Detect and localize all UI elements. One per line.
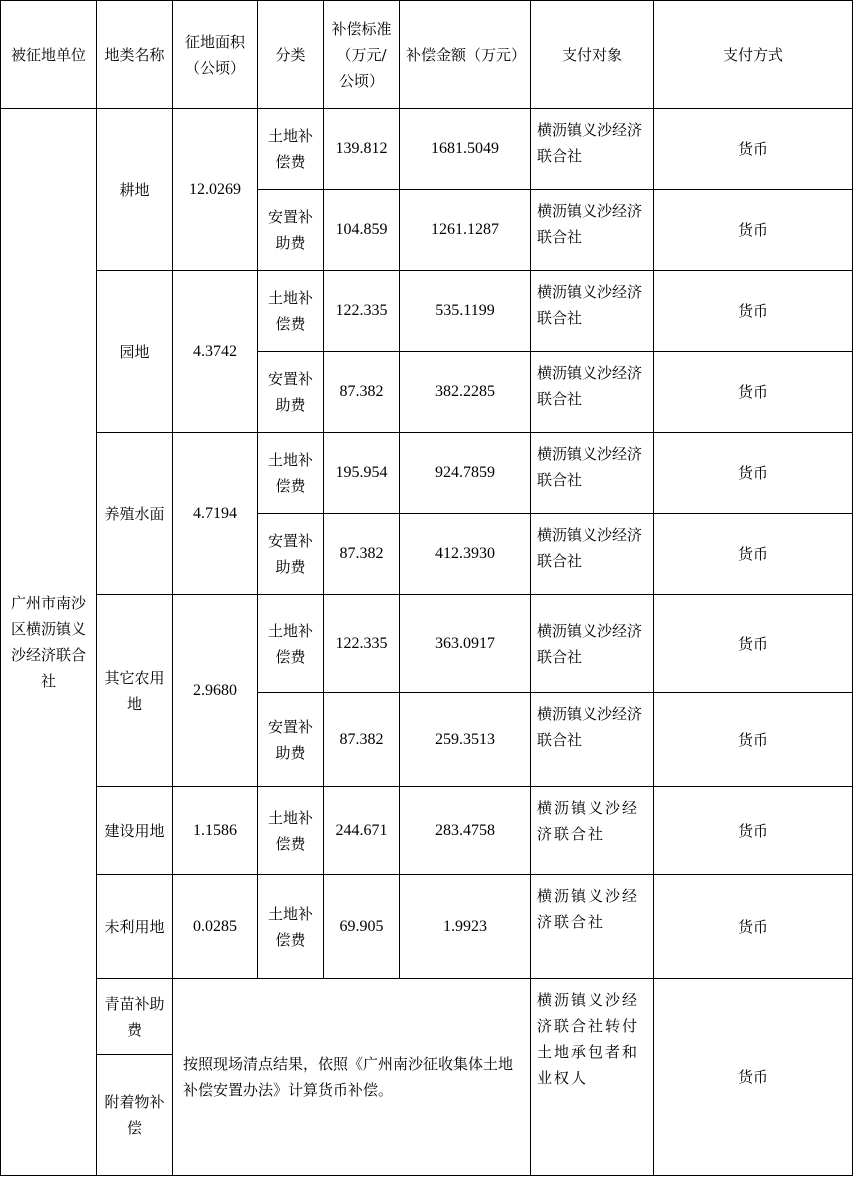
category-cell: 土地补偿费 [258,595,324,693]
payee-cell: 横沥镇义沙经济联合社转付土地承包者和业权人 [531,979,654,1176]
category-cell: 土地补偿费 [258,109,324,190]
standard-cell: 87.382 [324,693,400,787]
payee-cell: 横沥镇义沙经济联合社 [531,595,654,693]
amount-cell: 1681.5049 [400,109,531,190]
header-amount: 补偿金额（万元） [400,1,531,109]
method-cell: 货币 [654,514,853,595]
header-area: 征地面积（公顷） [173,1,258,109]
category-cell: 安置补助费 [258,693,324,787]
table-row [1,109,853,190]
table-row [1,433,853,514]
header-land-type: 地类名称 [97,1,173,109]
method-cell: 货币 [654,433,853,514]
method-cell: 货币 [654,109,853,190]
header-row [1,1,853,109]
land-type-cell: 建设用地 [97,787,173,875]
payee-cell: 横沥镇义沙经济联合社 [531,875,654,979]
payee-cell: 横沥镇义沙经济联合社 [531,433,654,514]
header-payee: 支付对象 [531,1,654,109]
seedling-label: 青苗补助费 [97,979,173,1055]
method-cell: 货币 [654,271,853,352]
standard-cell: 139.812 [324,109,400,190]
standard-cell: 122.335 [324,271,400,352]
area-cell: 4.7194 [173,433,258,595]
method-cell: 货币 [654,979,853,1176]
category-cell: 安置补助费 [258,352,324,433]
table-row [1,979,853,1055]
payee-cell: 横沥镇义沙经济联合社 [531,190,654,271]
payee-cell: 横沥镇义沙经济联合社 [531,514,654,595]
table-row [1,271,853,352]
unit-name-cell: 广州市南沙区横沥镇义沙经济联合社 [1,109,97,1176]
land-type-cell: 耕地 [97,109,173,271]
category-cell: 安置补助费 [258,190,324,271]
header-standard: 补偿标准（万元/公顷） [324,1,400,109]
compensation-note: 按照现场清点结果，依照《广州南沙征收集体土地补偿安置办法》计算货币补偿。 [173,979,531,1176]
land-type-cell: 园地 [97,271,173,433]
amount-cell: 382.2285 [400,352,531,433]
header-method: 支付方式 [654,1,853,109]
category-cell: 安置补助费 [258,514,324,595]
amount-cell: 283.4758 [400,787,531,875]
payee-cell: 横沥镇义沙经济联合社 [531,352,654,433]
payee-cell: 横沥镇义沙经济联合社 [531,109,654,190]
area-cell: 1.1586 [173,787,258,875]
land-type-cell: 养殖水面 [97,433,173,595]
method-cell: 货币 [654,875,853,979]
category-cell: 土地补偿费 [258,271,324,352]
amount-cell: 1.9923 [400,875,531,979]
area-cell: 12.0269 [173,109,258,271]
attachment-label: 附着物补偿 [97,1055,173,1176]
payee-cell: 横沥镇义沙经济联合社 [531,271,654,352]
table-row [1,787,853,875]
method-cell: 货币 [654,787,853,875]
category-cell: 土地补偿费 [258,875,324,979]
standard-cell: 104.859 [324,190,400,271]
amount-cell: 259.3513 [400,693,531,787]
amount-cell: 363.0917 [400,595,531,693]
method-cell: 货币 [654,352,853,433]
standard-cell: 69.905 [324,875,400,979]
area-cell: 0.0285 [173,875,258,979]
standard-cell: 87.382 [324,514,400,595]
amount-cell: 412.3930 [400,514,531,595]
method-cell: 货币 [654,595,853,693]
payee-cell: 横沥镇义沙经济联合社 [531,787,654,875]
payee-cell: 横沥镇义沙经济联合社 [531,693,654,787]
category-cell: 土地补偿费 [258,787,324,875]
amount-cell: 535.1199 [400,271,531,352]
land-type-cell: 未利用地 [97,875,173,979]
standard-cell: 195.954 [324,433,400,514]
area-cell: 4.3742 [173,271,258,433]
header-unit: 被征地单位 [1,1,97,109]
standard-cell: 244.671 [324,787,400,875]
method-cell: 货币 [654,190,853,271]
amount-cell: 924.7859 [400,433,531,514]
table-row [1,595,853,693]
standard-cell: 122.335 [324,595,400,693]
table-row [1,875,853,979]
standard-cell: 87.382 [324,352,400,433]
amount-cell: 1261.1287 [400,190,531,271]
area-cell: 2.9680 [173,595,258,787]
land-type-cell: 其它农用地 [97,595,173,787]
category-cell: 土地补偿费 [258,433,324,514]
header-category: 分类 [258,1,324,109]
method-cell: 货币 [654,693,853,787]
